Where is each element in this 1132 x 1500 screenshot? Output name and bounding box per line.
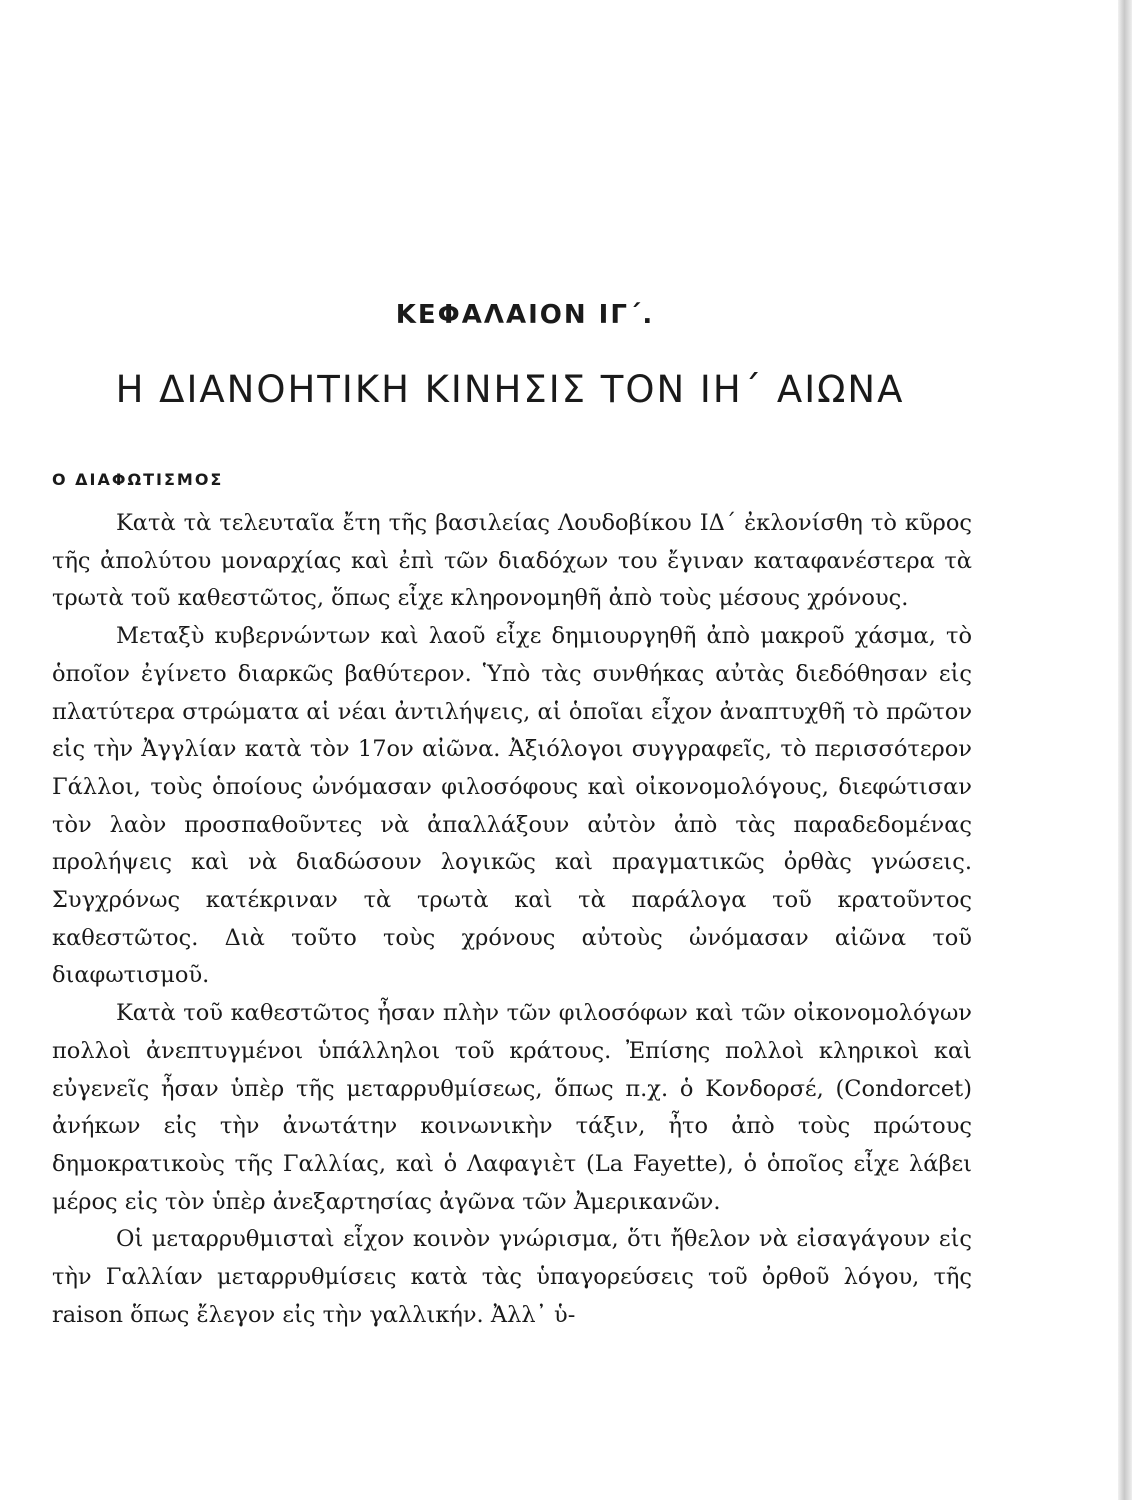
- paragraph-2: Μεταξὺ κυβερνώντων καὶ λαοῦ εἶχε δημιουργηθῆ ἀπὸ μακροῦ χάσμα, τὸ ὁποῖον ἐγίνετο διαρκῶς βαθύτερον. Ὑπὸ τὰς συνθήκας αὐτὰς διεδόθησαν εἰς πλατύτερα στρώματα αἱ νέαι ἀντιλήψεις, αἱ ὁποῖαι εἶχον ἀναπτυχθῆ τὸ πρῶτον εἰς τὴν Ἀγγλίαν κατὰ τὸν 17ον αἰῶνα. Ἀξιόλογοι συγγραφεῖς, τὸ περισσότερον Γάλλοι, τοὺς ὁποίους ὠνόμασαν φιλοσόφους καὶ οἰκονομολόγους, διεφώτισαν τὸν λαὸν προσπαθοῦντες νὰ ἀπαλλάξουν αὐτὸν ἀπὸ τὰς παραδεδομένας προλήψεις καὶ νὰ διαδώσουν λογικῶς καὶ πραγματικῶς ὀρθὰς γνώσεις. Συγχρόνως κατέκριναν τὰ τρωτὰ καὶ τὰ παράλογα τοῦ κρατοῦντος καθεστῶτος. Διὰ τοῦτο τοὺς χρόνους αὐτοὺς ὠνόμασαν αἰῶνα τοῦ διαφωτισμοῦ.: [52, 623, 972, 989]
- chapter-label: ΚΕΦΑΛΑΙΟΝ ΙΓ΄.: [395, 300, 655, 330]
- paragraph-1: Κατὰ τὰ τελευταῖα ἔτη τῆς βασιλείας Λουδοβίκου ΙΔ΄ ἐκλονίσθη τὸ κῦρος τῆς ἀπολύτου μοναρχίας καὶ ἐπὶ τῶν διαδόχων του ἔγιναν καταφανέστερα τὰ τρωτὰ τοῦ καθεστῶτος, ὅπως εἶχε κληρονομηθῆ ἀπὸ τοὺς μέσους χρόνους.: [52, 510, 972, 612]
- section-heading: Ο ΔΙΑΦΩΤΙΣΜΟΣ: [52, 470, 224, 489]
- paragraph-3: Κατὰ τοῦ καθεστῶτος ἦσαν πλὴν τῶν φιλοσόφων καὶ τῶν οἰκονομολόγων πολλοὶ ἀνεπτυγμένοι ὑπάλληλοι τοῦ κράτους. Ἐπίσης πολλοὶ κληρικοὶ καὶ εὐγενεῖς ἦσαν ὑπὲρ τῆς μεταρρυθμίσεως, ὅπως π.χ. ὁ Κονδορσέ, (Condorcet) ἀνήκων εἰς τὴν ἀνωτάτην κοινωνικὴν τάξιν, ἦτο ἀπὸ τοὺς πρώτους δημοκρατικοὺς τῆς Γαλλίας, καὶ ὁ Λαφαγιὲτ (La Fayette), ὁ ὁποῖος εἶχε λάβει μέρος εἰς τὸν ὑπὲρ ἀνεξαρτησίας ἀγῶνα τῶν Ἀμερικανῶν.: [52, 1000, 972, 1215]
- body-text: [52, 505, 972, 1334]
- page-edge-shadow: [1118, 0, 1132, 1500]
- chapter-title: Η ΔΙΑΝΟΗΤΙΚΗ ΚΙΝΗΣΙΣ ΤΟΝ ΙΗ΄ ΑΙΩΝΑ: [115, 368, 905, 411]
- paragraph-4: Οἱ μεταρρυθμισταὶ εἶχον κοινὸν γνώρισμα, ὅτι ἤθελον νὰ εἰσαγάγουν εἰς τὴν Γαλλίαν μεταρρυθμίσεις κατὰ τὰς ὑπαγορεύσεις τοῦ ὀρθοῦ λόγου, τῆς raison ὅπως ἔλεγον εἰς τὴν γαλλικήν. Ἀλλ᾽ ὑ-: [52, 1226, 972, 1328]
